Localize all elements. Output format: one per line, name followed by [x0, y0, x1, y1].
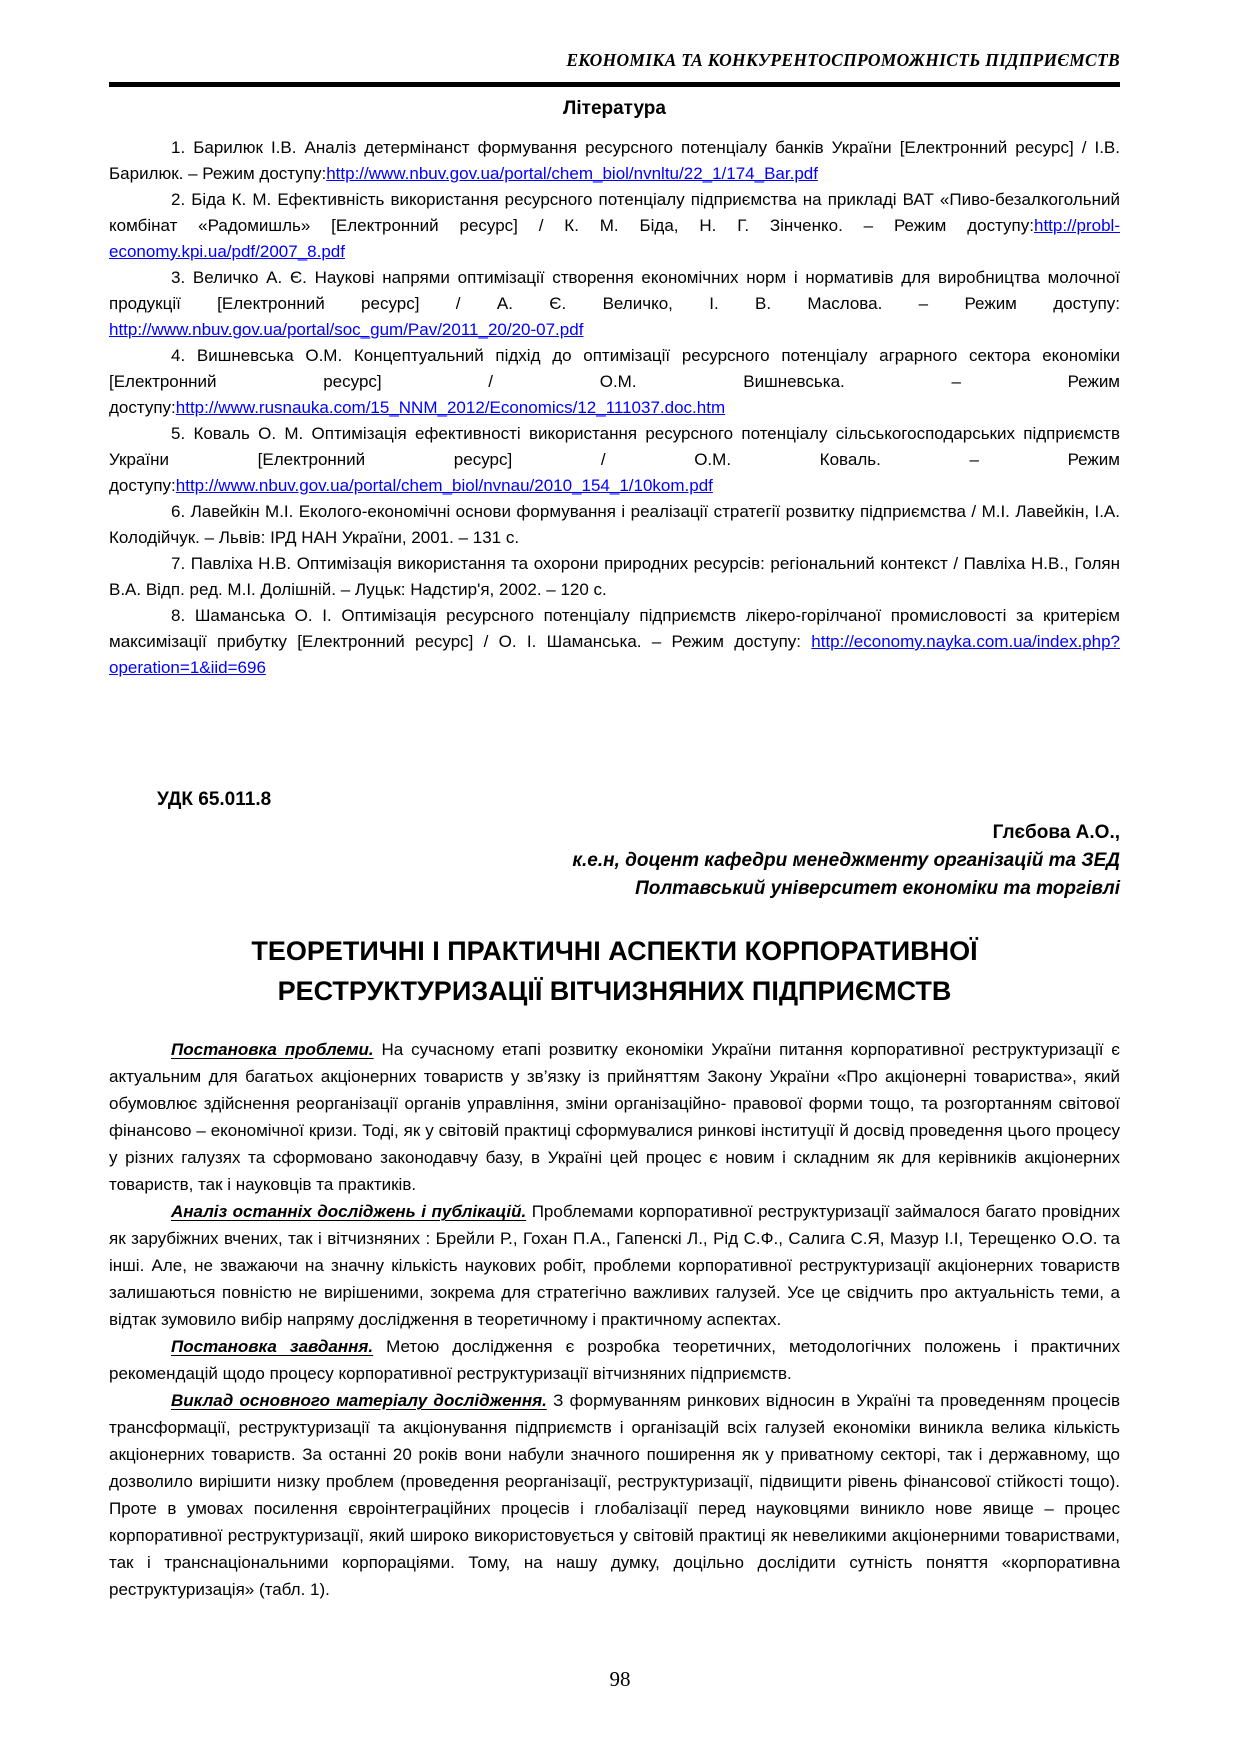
- reference-link[interactable]: http://economy.nayka.com.ua/index.php?operation=1&iid=696: [109, 632, 1120, 677]
- body-paragraph: Постановка проблеми. На сучасному етапі розвитку економіки України питання корпоративної реструктуризації є актуальним для багатьох акціонерних товариств у зв’язку із прийняттям Закону України «Про акціонерні товариства», який обумовлює здійснення реорганізації органів управління, зміни організаційно- правової форми тощо, та розгортанням світової фінансово – економічної кризи. Тоді, як у світовій практиці сформувалися ринкові інституції й досвід проведення цього процесу у різних галузях та сформовано законодавчу базу, в Україні цей процес є новим і складним як для керівників акціонерних товариств, так і науковців та практиків.: [109, 1040, 1120, 1194]
- udc-code: УДК 65.011.8: [157, 789, 272, 810]
- paragraph-lead: Постановка завдання.: [171, 1337, 374, 1356]
- author-line: к.е.н, доцент кафедри менеджменту організацій та ЗЕД: [572, 850, 1120, 871]
- reference-item: [109, 135, 1120, 187]
- article-body: [109, 1036, 1120, 1603]
- literature-heading: Література: [563, 98, 666, 119]
- reference-text: 8. Шаманська О. І. Оптимізація ресурсного потенціалу підприємств лікеро-горілчаної промисловості за критерієм максимізації прибутку [Електронний ресурс] / О. І. Шаманська. – Режим доступу:: [109, 606, 1120, 651]
- reference-text: 4. Вишневська О.М. Концептуальний підхід до оптимізації ресурсного потенціалу аграрного сектора економіки [Електронний ресурс] / О.М. Вишневська. – Режим доступу:: [109, 346, 1120, 417]
- reference-text: 5. Коваль О. М. Оптимізація ефективності використання ресурсного потенціалу сільськогосподарських підприємств України [Електронний ресурс] / О.М. Коваль. – Режим доступу:: [109, 424, 1120, 495]
- reference-item: [109, 499, 1120, 551]
- reference-list: [109, 135, 1120, 681]
- article-title: ТЕОРЕТИЧНІ І ПРАКТИЧНІ АСПЕКТИ КОРПОРАТИВНОЇ РЕСТРУКТУРИЗАЦІЇ ВІТЧИЗНЯНИХ ПІДПРИЄМСТВ: [251, 936, 978, 1006]
- reference-link[interactable]: http://probl-economy.kpi.ua/pdf/2007_8.pdf: [109, 216, 1120, 261]
- reference-item: [109, 265, 1120, 343]
- reference-text: 7. Павліха Н.В. Оптимізація використання та охорони природних ресурсів: регіональний контекст / Павліха Н.В., Голян В.А. Відп. ред. М.І. Долішній. – Луцьк: Надстир'я, 2002. – 120 с.: [109, 554, 1120, 599]
- reference-item: [109, 343, 1120, 421]
- reference-text: 3. Величко А. Є. Наукові напрями оптимізації створення економічних норм і нормативів для виробництва молочної продукції [Електронний ресурс] / А. Є. Величко, І. В. Маслова. – Режим доступу:: [109, 268, 1120, 313]
- reference-item: [109, 187, 1120, 265]
- reference-link[interactable]: http://www.nbuv.gov.ua/portal/chem_biol/nvnau/2010_154_1/10kom.pdf: [175, 476, 713, 495]
- page-number: 98: [609, 1667, 631, 1691]
- reference-link[interactable]: http://www.rusnauka.com/15_NNM_2012/Economics/12_111037.doc.htm: [175, 398, 726, 417]
- journal-header: ЕКОНОМІКА ТА КОНКУРЕНТОСПРОМОЖНІСТЬ ПІДПРИЄМСТВ: [566, 50, 1120, 70]
- body-paragraph: Постановка завдання. Метою дослідження є розробка теоретичних, методологічних положень і практичних рекомендацій щодо процесу корпоративної реструктуризації вітчизняних підприємств.: [109, 1337, 1121, 1383]
- author-block: [109, 819, 1120, 903]
- reference-text: 6. Лавейкін М.І. Еколого-економічні основи формування і реалізації стратегії розвитку підприємства / М.І. Лавейкін, І.А. Колодійчук. – Львів: ІРД НАН України, 2001. – 131 с.: [109, 502, 1120, 547]
- header-rule: [109, 82, 1120, 87]
- reference-link[interactable]: http://www.nbuv.gov.ua/portal/soc_gum/Pav/2011_20/20-07.pdf: [109, 320, 584, 339]
- reference-text: 1. Барилюк І.В. Аналіз детермінанст формування ресурсного потенціалу банків України [Електронний ресурс] / І.В. Барилюк. – Режим доступу:: [109, 138, 1120, 183]
- author-line: Глєбова А.О.,: [992, 822, 1120, 843]
- author-line: Полтавський університет економіки та торгівлі: [635, 878, 1120, 899]
- paragraph-lead: Виклад основного матеріалу дослідження.: [171, 1391, 547, 1410]
- reference-item: [109, 421, 1120, 499]
- reference-link[interactable]: http://www.nbuv.gov.ua/portal/chem_biol/nvnltu/22_1/174_Bar.pdf: [326, 164, 818, 183]
- paragraph-lead: Постановка проблеми.: [171, 1040, 374, 1059]
- body-paragraph: Аналіз останніх досліджень і публікацій. Проблемами корпоративної реструктуризації займалося багато провідних як зарубіжних вчених, так і вітчизняних : Брейли Р., Гохан П.А., Гапенскі Л., Рід С.Ф., Салига С.Я, Мазур І.І, Терещенко О.О. та інші. Але, не зважаючи на значну кількість наукових робіт, проблеми корпоративної реструктуризації акціонерних товариств залишаються повністю не вирішеними, зокрема для стратегічно важливих галузей. Усе це свідчить про актуальність теми, а відтак зумовило вибір напряму дослідження в теоретичному і практичному аспектах.: [109, 1202, 1120, 1329]
- paragraph-lead: Аналіз останніх досліджень і публікацій.: [171, 1202, 527, 1221]
- reference-item: [109, 603, 1120, 681]
- reference-text: 2. Біда К. М. Ефективність використання ресурсного потенціалу підприємства на прикладі ВАТ «Пиво-безалкогольний комбінат «Радомишль» [Електронний ресурс] / К. М. Біда, Н. Г. Зінченко. – Режим доступу:: [109, 190, 1120, 235]
- reference-item: [109, 551, 1120, 603]
- body-paragraph: Виклад основного матеріалу дослідження. З формуванням ринкових відносин в Україні та проведенням процесів трансформації, реструктуризації та акціонування підприємств і організацій всіх галузей економіки виникла велика кількість акціонерних товариств. За останні 20 років вони набули значного поширення як у приватному секторі, так і державному, що дозволило вирішити низку проблем (проведення реорганізації, реструктуризації, підвищити рівень фінансової стійкості тощо). Проте в умовах посилення євроінтеграційних процесів і глобалізації перед науковцями виникло нове явище – процес корпоративної реструктуризації, який широко використовується у світовій практиці як невеликими акціонерними товариствами, так і транснаціональними корпораціями. Тому, на нашу думку, доцільно дослідити сутність поняття «корпоративна реструктуризація» (табл. 1).: [109, 1391, 1121, 1599]
